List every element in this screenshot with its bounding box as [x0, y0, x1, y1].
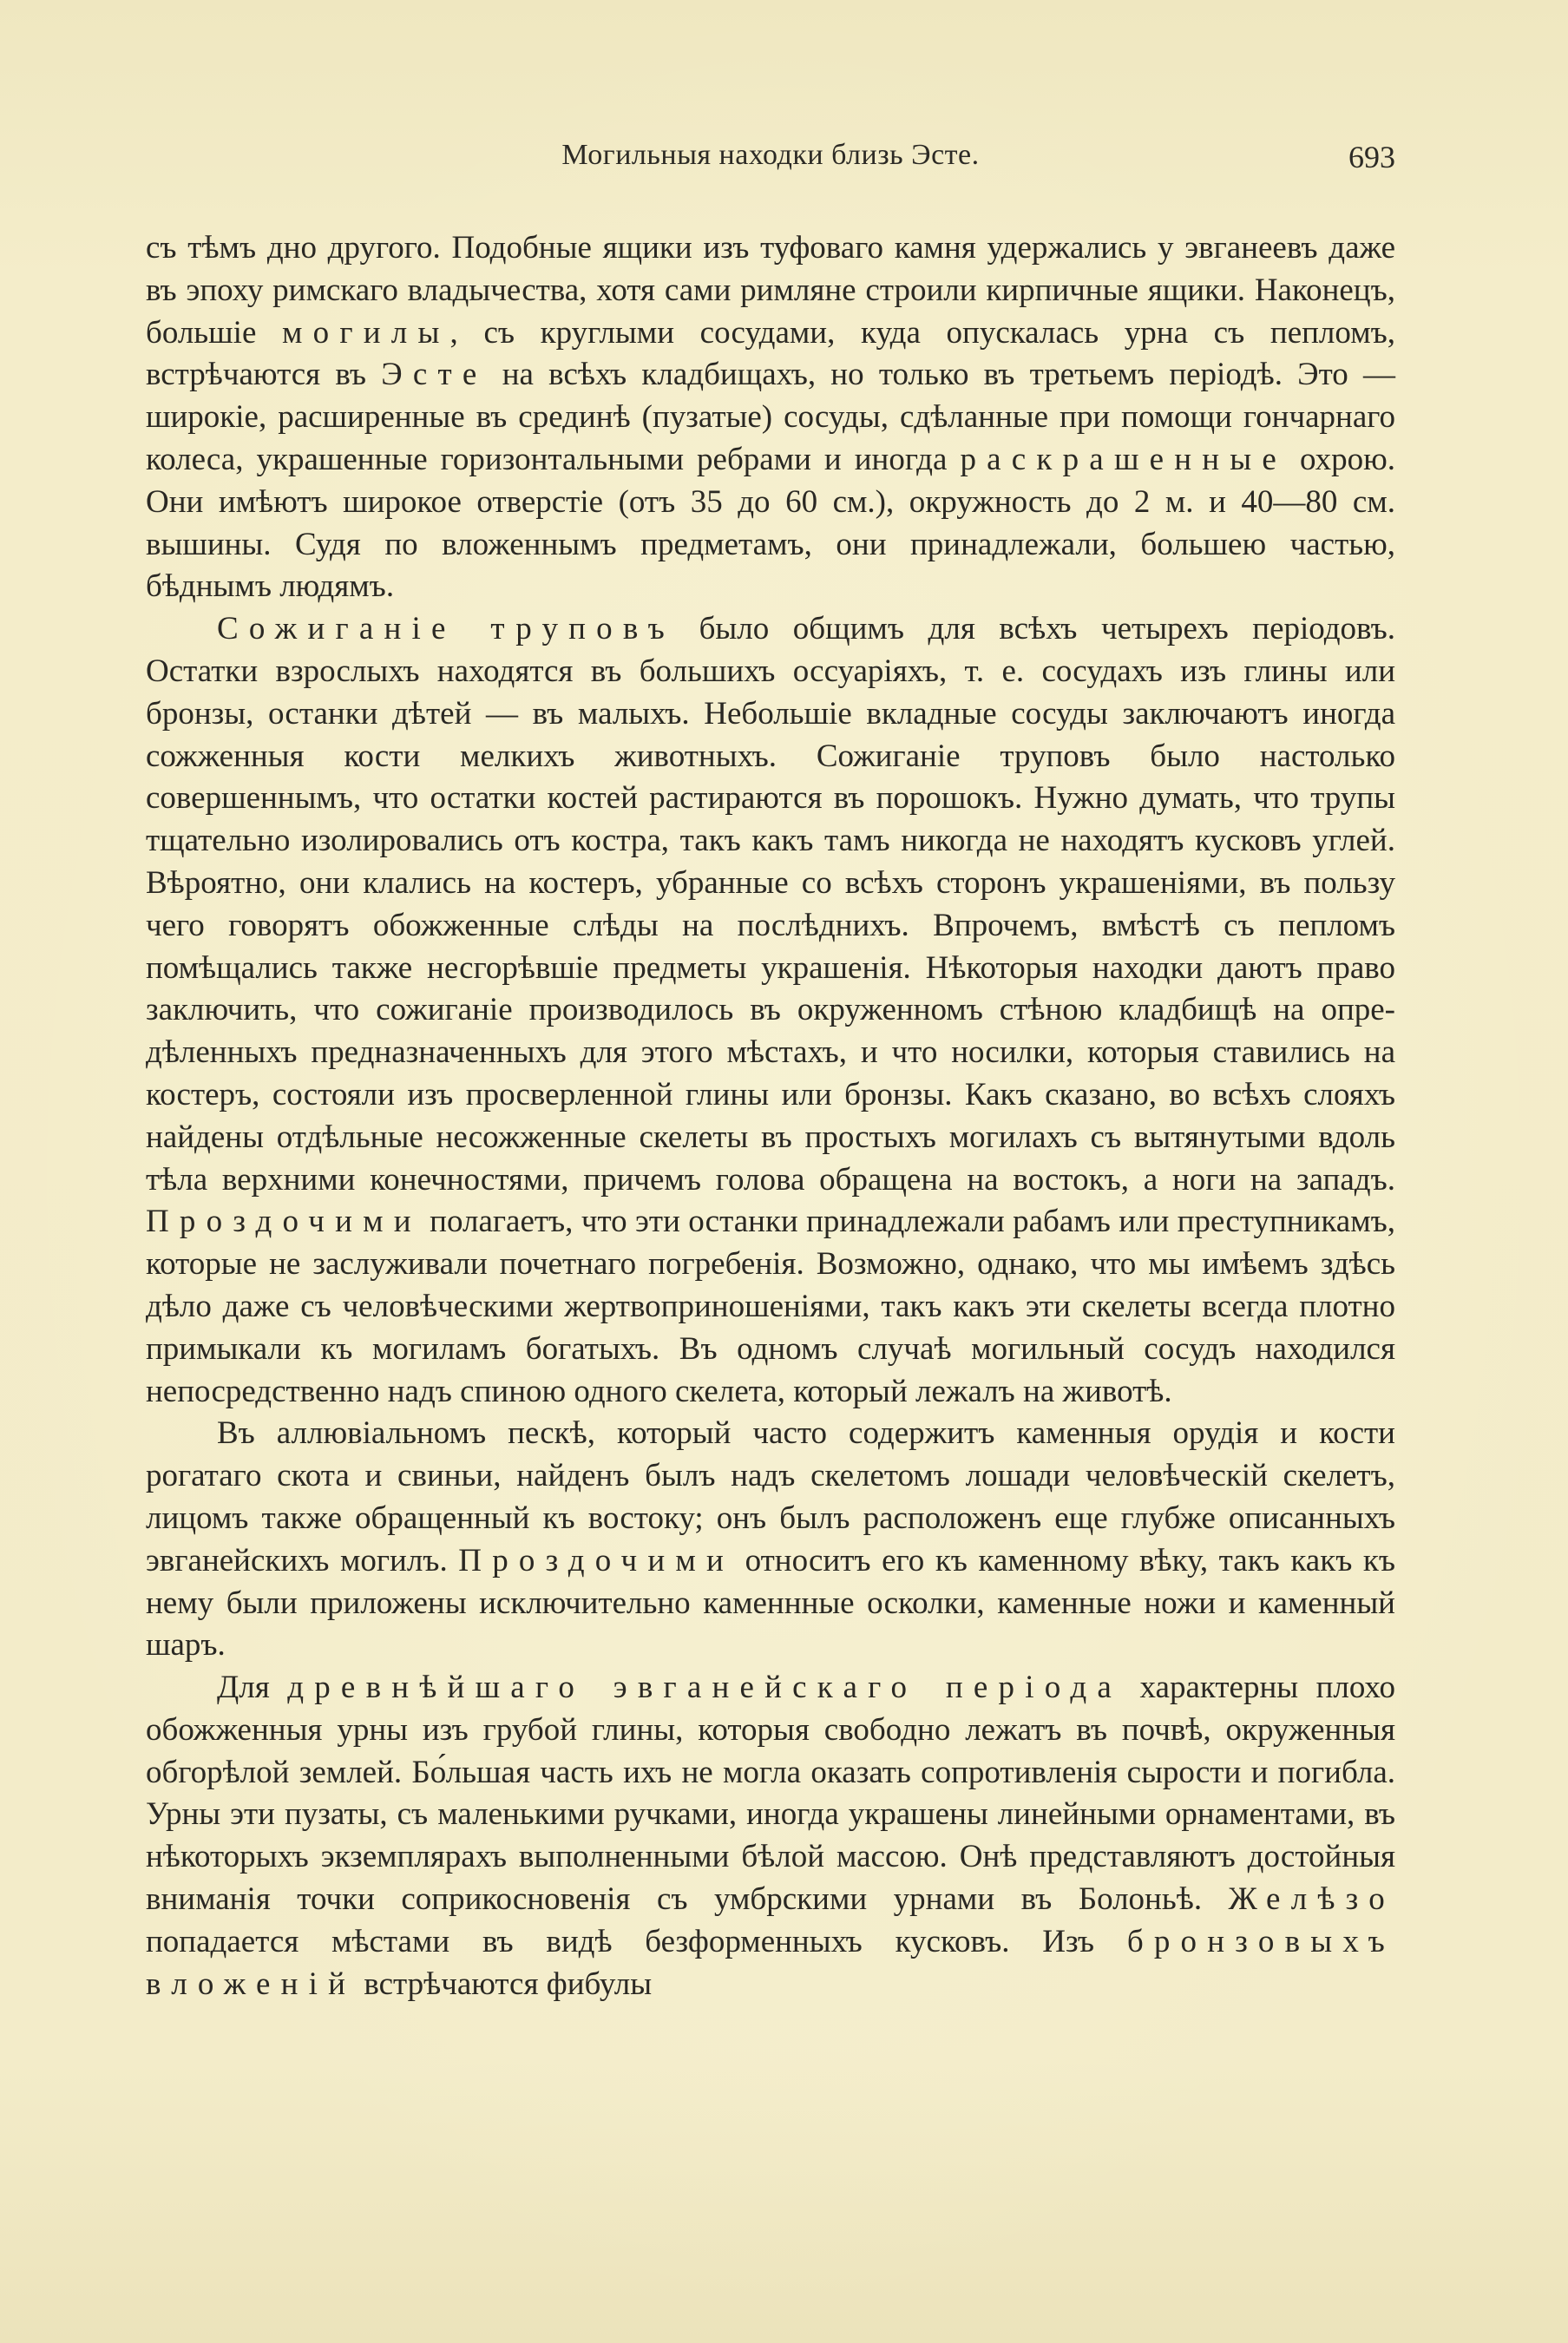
emphasized-text: Желѣзо — [1228, 1881, 1395, 1918]
paragraph-text: относитъ его къ каменному вѣку, такъ какъ къ нему были приложены исключительно каменнные осколки, каменные ножи и каменный шаръ. — [146, 1542, 1395, 1664]
paragraph-text: Для — [217, 1670, 288, 1706]
paragraph-text: , съ круглыми сосудами, куда опускалась урна съ пепломъ, встрѣчаются въ — [146, 314, 1395, 393]
emphasized-text: древнѣйшаго эвганейскаго періода — [287, 1670, 1123, 1706]
paragraph-text: встрѣчаются фибулы — [356, 1966, 653, 2002]
paragraph-text: Въ аллювіальномъ пескѣ, который часто содержитъ каменныя орудія и кости рогатаго скота и свиньи, найденъ былъ надъ скелетомъ лошади человѣческій скелетъ, лицомъ также обращенный къ востоку; онъ былъ расположенъ еще глубже описанныхъ эвганейскихъ могилъ. — [146, 1415, 1395, 1578]
paragraph-text: охрою. Они имѣютъ широкое отверстіе (отъ 35 до 60 см.), окружность до 2 м. и 40—80 см. вышины. Судя по вложеннымъ предметамъ, они принадлежали, большею частью, бѣднымъ людямъ. — [146, 441, 1395, 605]
paragraph — [146, 227, 1395, 608]
paragraph-text: было общимъ для всѣхъ четырехъ періодовъ. Остатки взрослыхъ находятся въ большихъ оссуаріяхъ, т. е. сосудахъ изъ глины или бронзы, останки дѣтей — въ малыхъ. Небольшіе вкладные сосуды заключаютъ иногда сожженныя кости мелкихъ животныхъ. Сожиганіе труповъ было настолько совершеннымъ, что остатки костей растираются въ порошокъ. Нужно думать, что трупы тщательно изолировались отъ костра, такъ какъ тамъ никогда не находятъ кусковъ углей. Вѣроятно, они клались на костеръ, убранные со всѣхъ сторонъ украшеніями, въ пользу чего говорятъ обожженные слѣды на послѣднихъ. Впрочемъ, вмѣстѣ съ пепломъ помѣщались также несгорѣвшіе предметы украшенія. Нѣкоторыя находки даютъ право заключить, что сожиганіе производилось въ окруженномъ стѣною кладбищѣ на опредѣленныхъ предназначенныхъ для этого мѣстахъ, и что носилки, которыя ставились на костеръ, состояли изъ просверленной глины или бронзы. Какъ сказано, во всѣхъ слояхъ найдены отдѣльные несожженные скелеты въ простыхъ могилахъ съ вытянутыми вдоль тѣла верхними конечностями, причемъ голова обращена на востокъ, а ноги на западъ. — [146, 611, 1395, 1198]
paragraph-text: полагаетъ, что эти останки принадлежали рабамъ или преступникамъ, которые не заслуживали почетнаго погребенія. Возможно, однако, что мы имѣемъ здѣсь дѣло даже съ человѣческими жертвоприношеніями, такъ какъ эти скелеты всегда плотно примыкали къ могиламъ богатыхъ. Въ одномъ случаѣ могильный сосудъ находился непосредственно надъ спиною одного скелета, который лежалъ на животѣ. — [146, 1204, 1395, 1409]
emphasized-text: Эсте — [381, 357, 488, 393]
paragraph-text: характерны плохо обожженныя урны изъ грубой глины, которыя свободно лежатъ въ почвѣ, окруженныя обгорѣлой землей. Бо́льшая часть ихъ не могла оказать сопротивленія сырости и погибла. Урны эти пузаты, съ маленькими ручками, иногда украшены линейными орнаментами, въ нѣкоторыхъ экземплярахъ выполненными бѣлой массою. Онѣ представляютъ достойныя вниманія точки соприкосновенія съ умбрскими урнами въ Болоньѣ. — [146, 1670, 1395, 1918]
emphasized-text: бронзовыхъ вложеній — [146, 1923, 1395, 2002]
emphasized-text: Сожиганіе труповъ — [217, 611, 675, 647]
running-title: Могильныя находки близь Эсте. — [561, 139, 980, 171]
emphasized-text: могилы — [282, 314, 450, 351]
page-number: 693 — [1348, 140, 1395, 174]
paragraph — [146, 608, 1395, 1413]
emphasized-text: Проздочими — [458, 1542, 735, 1578]
paragraph — [146, 1413, 1395, 1667]
paragraph — [146, 1667, 1395, 2005]
paragraph-text: на всѣхъ кладбищахъ, но только въ третьемъ періодѣ. Это — широкіе, расширенные въ срединѣ (пузатые) сосуды, сдѣланные при помощи гончарнаго колеса, украшенные горизонтальными ребрами и иногда — [146, 357, 1395, 477]
emphasized-text: раскрашенные — [960, 441, 1287, 477]
paragraph-text: съ тѣмъ дно другого. Подобные ящики изъ туфоваго камня удержались у эвганеевъ даже въ эпоху римскаго владычества, хотя сами римляне строили кирпичные ящики. Наконецъ, большіе — [146, 230, 1395, 351]
paragraph-text: попадается мѣстами въ видѣ безформенныхъ кусковъ. Изъ — [146, 1923, 1127, 1959]
emphasized-text: Проздочими — [146, 1204, 422, 1240]
page-header — [146, 139, 1395, 191]
body-text — [146, 227, 1395, 2005]
